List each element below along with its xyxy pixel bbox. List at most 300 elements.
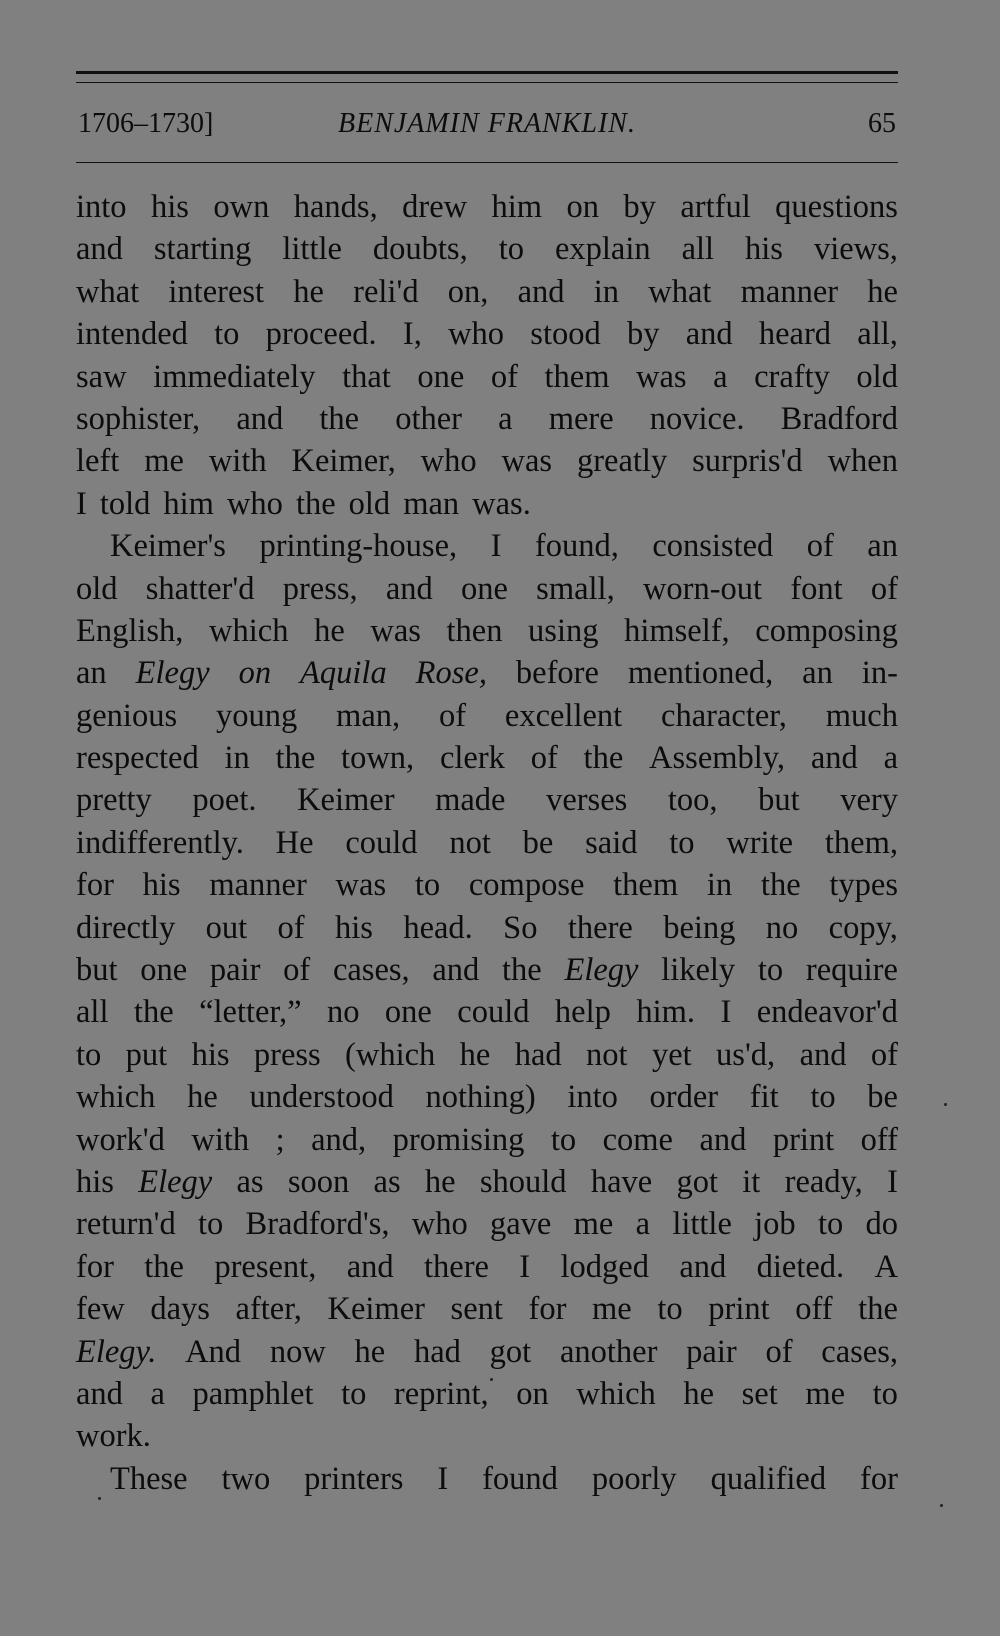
- word: printers: [304, 1460, 404, 1497]
- word: there: [423, 1248, 489, 1285]
- word: to: [76, 1036, 102, 1073]
- word: an: [802, 655, 833, 692]
- word: compose: [468, 867, 585, 904]
- word: to: [657, 1291, 683, 1328]
- top-rule-thin: [76, 82, 898, 83]
- word: me: [144, 443, 184, 480]
- word: old: [76, 570, 118, 607]
- word: one: [384, 994, 432, 1031]
- word: told: [99, 485, 151, 522]
- text-line: [76, 822, 898, 864]
- word: A: [874, 1248, 898, 1285]
- word: Elegy.: [76, 1333, 157, 1370]
- word: with: [191, 1121, 250, 1158]
- word: could: [457, 994, 530, 1031]
- text-line: [76, 1331, 898, 1373]
- word: composing: [755, 612, 898, 649]
- word: to: [757, 952, 784, 989]
- word: crafty: [754, 358, 830, 395]
- word: which: [76, 1079, 156, 1116]
- word: poorly: [591, 1460, 677, 1497]
- word: young: [215, 697, 298, 734]
- word: in: [706, 867, 733, 904]
- word: ready,: [784, 1163, 863, 1200]
- word: man: [403, 485, 460, 522]
- word: and: [810, 740, 858, 777]
- body-text: [76, 186, 898, 1500]
- text-line: [76, 356, 898, 398]
- word: interest: [168, 273, 265, 310]
- word: of: [490, 358, 518, 395]
- word: in: [593, 273, 620, 310]
- word: excellent: [504, 697, 623, 734]
- word: Keimer: [327, 1291, 425, 1328]
- word: one: [461, 570, 508, 607]
- word: verses: [546, 782, 628, 819]
- word: his: [150, 189, 189, 225]
- word: consisted: [652, 528, 774, 565]
- word: be: [522, 824, 554, 861]
- word: require: [805, 952, 898, 989]
- word: much: [825, 697, 898, 734]
- word: he: [459, 1036, 491, 1073]
- word: and: [236, 400, 284, 437]
- word: proceed.: [265, 316, 377, 353]
- word: him: [491, 189, 543, 225]
- word: nothing): [425, 1079, 536, 1116]
- word: his: [191, 1036, 230, 1073]
- word: off: [795, 1291, 833, 1328]
- word: on: [566, 189, 599, 225]
- word: was: [335, 867, 387, 904]
- word: immediately: [153, 358, 316, 395]
- word: sophister,: [76, 400, 201, 437]
- word: with: [208, 443, 267, 480]
- word: Elegy: [138, 1163, 213, 1200]
- word: pamphlet: [192, 1375, 314, 1412]
- text-line: [76, 1034, 898, 1076]
- word: head.: [403, 909, 473, 946]
- word: I: [490, 528, 502, 565]
- word: return'd: [76, 1206, 176, 1243]
- word: off: [860, 1121, 898, 1158]
- word: mere: [548, 400, 614, 437]
- word: shatter'd: [145, 570, 255, 607]
- word: found,: [534, 528, 619, 565]
- text-line: [76, 228, 898, 270]
- word: his: [142, 867, 181, 904]
- word: poet.: [192, 782, 257, 819]
- word: directly: [76, 909, 176, 946]
- word: him: [163, 485, 214, 522]
- word: to: [341, 1375, 367, 1412]
- word: being: [663, 909, 736, 946]
- text-line: [76, 313, 898, 355]
- word: to: [817, 1206, 844, 1243]
- word: to: [214, 316, 240, 353]
- word: stood: [530, 316, 601, 353]
- word: one: [417, 358, 465, 395]
- word: the: [295, 485, 336, 522]
- word: into: [76, 189, 127, 225]
- speck: [490, 1378, 493, 1381]
- speck: [940, 1504, 943, 1507]
- word: to: [550, 1121, 577, 1158]
- word: I: [437, 1460, 449, 1497]
- word: days: [150, 1291, 210, 1328]
- word: using: [528, 612, 599, 649]
- word: press: [253, 1036, 321, 1073]
- word: for: [76, 867, 114, 904]
- word: pair: [209, 952, 261, 989]
- word: Bradford: [780, 400, 898, 437]
- word: font: [790, 570, 843, 607]
- word: who: [226, 485, 283, 522]
- word: work.: [76, 1418, 151, 1455]
- word: there: [567, 909, 633, 946]
- word: a: [883, 740, 898, 777]
- word: put: [125, 1036, 168, 1073]
- word: Elegy: [135, 655, 210, 692]
- word: likely: [661, 952, 736, 989]
- word: job: [754, 1206, 796, 1243]
- word: promising: [392, 1121, 525, 1158]
- word: and: [432, 952, 480, 989]
- word: do: [865, 1206, 898, 1243]
- word: be: [867, 1079, 898, 1116]
- word: them: [544, 358, 610, 395]
- word: I: [720, 994, 732, 1031]
- word: for: [528, 1291, 567, 1328]
- word: the: [144, 1248, 184, 1285]
- word: found: [482, 1460, 558, 1497]
- word: had: [413, 1333, 461, 1370]
- word: all: [681, 231, 715, 268]
- word: understood: [249, 1079, 394, 1116]
- word: worn-out: [642, 570, 763, 607]
- text-line: [76, 568, 898, 610]
- word: old: [348, 485, 391, 522]
- header-rule: [76, 162, 898, 163]
- word: of: [530, 740, 558, 777]
- word: “letter,”: [199, 994, 302, 1031]
- text-line: [76, 525, 898, 567]
- word: write: [726, 824, 794, 861]
- word: a: [713, 358, 728, 395]
- word: who: [411, 1206, 468, 1243]
- word: I: [519, 1248, 531, 1285]
- text-line: [76, 1203, 898, 1245]
- top-rule-thick: [76, 71, 898, 74]
- word: a: [635, 1206, 651, 1243]
- word: which: [209, 612, 289, 649]
- word: endeavor'd: [756, 994, 898, 1031]
- word: now: [269, 1333, 326, 1370]
- word: copy,: [828, 909, 898, 946]
- word: order: [649, 1079, 719, 1116]
- word: heard: [758, 316, 832, 353]
- word: manner: [740, 273, 839, 310]
- word: us'd,: [716, 1036, 776, 1073]
- word: and,: [311, 1121, 367, 1158]
- word: These: [110, 1460, 188, 1497]
- word: and: [679, 1248, 727, 1285]
- word: of: [277, 909, 305, 946]
- word: as: [373, 1163, 401, 1200]
- word: a: [498, 400, 513, 437]
- word: and: [76, 1375, 123, 1412]
- word: on: [238, 655, 272, 692]
- text-line: [76, 1161, 898, 1203]
- word: made: [435, 782, 506, 819]
- word: of: [283, 952, 311, 989]
- word: an: [867, 528, 898, 565]
- word: English,: [76, 612, 184, 649]
- word: print: [708, 1291, 770, 1328]
- speck: [944, 1103, 947, 1106]
- word: cases,: [332, 952, 410, 989]
- word: old: [856, 358, 898, 395]
- word: he: [293, 273, 324, 310]
- word: So: [503, 909, 538, 946]
- word: himself,: [624, 612, 730, 649]
- word: them,: [824, 824, 898, 861]
- word: the: [760, 867, 801, 904]
- text-line: [76, 991, 898, 1033]
- text-line: [76, 779, 898, 821]
- text-line: [76, 949, 898, 991]
- word: own: [213, 189, 270, 225]
- word: his: [76, 1163, 114, 1200]
- word: town,: [341, 740, 415, 777]
- word: Elegy: [564, 952, 639, 989]
- word: got: [489, 1333, 532, 1370]
- page-number: 65: [868, 108, 896, 139]
- word: and: [517, 273, 565, 310]
- word: And: [185, 1333, 242, 1370]
- word: yet: [651, 1036, 692, 1073]
- word: doubts,: [372, 231, 468, 268]
- word: no: [765, 909, 799, 946]
- word: before: [515, 655, 599, 692]
- word: on,: [447, 273, 489, 310]
- word: by: [623, 189, 656, 225]
- word: was: [501, 443, 553, 480]
- word: little: [282, 231, 342, 268]
- word: I: [76, 485, 87, 522]
- word: Aquila: [300, 655, 387, 692]
- word: Keimer: [297, 782, 395, 819]
- word: for: [76, 1248, 114, 1285]
- word: then: [446, 612, 503, 649]
- word: surpris'd: [692, 443, 803, 480]
- word: questions: [775, 189, 898, 225]
- word: of: [765, 1333, 793, 1370]
- word: of: [438, 697, 467, 734]
- word: genious: [76, 697, 178, 734]
- word: him.: [636, 994, 696, 1031]
- word: saw: [76, 358, 127, 395]
- word: of: [870, 1036, 898, 1073]
- text-line: [76, 695, 898, 737]
- word: Keimer's: [110, 528, 226, 565]
- word: in-: [861, 655, 898, 692]
- text-line: [76, 398, 898, 440]
- word: novice.: [649, 400, 745, 437]
- word: an: [76, 655, 107, 692]
- word: out: [205, 909, 248, 946]
- word: He: [275, 824, 314, 861]
- word: have: [590, 1163, 653, 1200]
- word: and: [346, 1248, 394, 1285]
- word: reli'd: [353, 273, 419, 310]
- word: and: [76, 231, 123, 268]
- word: very: [840, 782, 898, 819]
- text-line: [76, 864, 898, 906]
- word: as: [236, 1163, 264, 1200]
- word: and: [699, 1121, 747, 1158]
- word: the: [275, 740, 316, 777]
- text-line: [76, 186, 898, 228]
- word: by: [626, 316, 660, 353]
- word: for: [860, 1460, 898, 1497]
- text-line: [76, 1246, 898, 1288]
- word: but: [758, 782, 800, 819]
- word: man,: [336, 697, 401, 734]
- word: in: [224, 740, 250, 777]
- text-line: [76, 1288, 898, 1330]
- word: ;: [275, 1121, 285, 1158]
- word: he: [867, 273, 898, 310]
- word: got: [676, 1163, 718, 1200]
- word: come: [602, 1121, 673, 1158]
- word: (which: [345, 1036, 436, 1073]
- word: gave: [490, 1206, 552, 1243]
- word: when: [827, 443, 898, 480]
- word: pair: [686, 1333, 737, 1370]
- word: the: [319, 400, 360, 437]
- word: Assembly,: [649, 740, 786, 777]
- word: views,: [813, 231, 898, 268]
- word: should: [479, 1163, 567, 1200]
- word: greatly: [576, 443, 668, 480]
- word: on: [516, 1375, 549, 1412]
- word: pretty: [76, 782, 152, 819]
- word: and: [385, 570, 433, 607]
- word: the: [583, 740, 624, 777]
- word: the: [858, 1291, 898, 1328]
- word: dieted.: [756, 1248, 845, 1285]
- word: who: [448, 316, 505, 353]
- word: reprint,: [393, 1375, 489, 1412]
- word: Rose,: [415, 655, 487, 692]
- word: hands,: [293, 189, 378, 225]
- text-line: [76, 737, 898, 779]
- word: one: [140, 952, 188, 989]
- word: who: [420, 443, 477, 480]
- word: to: [498, 231, 524, 268]
- word: it: [742, 1163, 761, 1200]
- word: types: [829, 867, 898, 904]
- word: small,: [536, 570, 615, 607]
- text-line: [76, 907, 898, 949]
- word: set: [741, 1375, 778, 1412]
- word: them: [613, 867, 679, 904]
- word: press,: [282, 570, 358, 607]
- word: I: [887, 1163, 898, 1200]
- word: which: [576, 1375, 656, 1412]
- word: could: [345, 824, 418, 861]
- word: two: [221, 1460, 271, 1497]
- word: but: [76, 952, 118, 989]
- word: intended: [76, 316, 188, 353]
- word: other: [395, 400, 462, 437]
- running-header: [78, 108, 896, 148]
- text-line: [76, 610, 898, 652]
- text-line: [76, 652, 898, 694]
- word: he: [424, 1163, 456, 1200]
- word: few: [76, 1291, 125, 1328]
- text-line: [76, 1415, 898, 1457]
- word: the: [133, 994, 174, 1031]
- word: help: [554, 994, 611, 1031]
- header-date-range: 1706–1730]: [78, 108, 214, 139]
- word: print: [772, 1121, 835, 1158]
- word: to: [197, 1206, 224, 1243]
- word: and: [685, 316, 733, 353]
- word: lodged: [560, 1248, 649, 1285]
- word: I,: [402, 316, 422, 353]
- word: the: [502, 952, 542, 989]
- text-line: [76, 1373, 898, 1415]
- word: to: [872, 1375, 898, 1412]
- word: he: [314, 612, 345, 649]
- word: soon: [287, 1163, 350, 1200]
- word: after,: [235, 1291, 302, 1328]
- word: his: [335, 909, 373, 946]
- word: into: [567, 1079, 618, 1116]
- word: a: [150, 1375, 165, 1412]
- word: another: [559, 1333, 658, 1370]
- word: present,: [214, 1248, 317, 1285]
- word: was: [370, 612, 421, 649]
- word: drew: [402, 189, 468, 225]
- word: had: [514, 1036, 562, 1073]
- word: he: [683, 1375, 715, 1412]
- word: what: [76, 273, 140, 310]
- word: to: [810, 1079, 836, 1116]
- text-line: [76, 483, 898, 525]
- word: little: [672, 1206, 732, 1243]
- text-line: [76, 440, 898, 482]
- word: he: [187, 1079, 218, 1116]
- text-line: [76, 1076, 898, 1118]
- word: to: [414, 867, 441, 904]
- word: cases,: [821, 1333, 898, 1370]
- word: that: [342, 358, 391, 395]
- word: said: [585, 824, 638, 861]
- word: and: [799, 1036, 847, 1073]
- word: qualified: [710, 1460, 827, 1497]
- word: he: [354, 1333, 386, 1370]
- word: was: [636, 358, 687, 395]
- word: explain: [554, 231, 651, 268]
- word: clerk: [439, 740, 505, 777]
- word: Keimer,: [291, 443, 396, 480]
- word: too,: [667, 782, 718, 819]
- word: character,: [661, 697, 787, 734]
- word: starting: [153, 231, 252, 268]
